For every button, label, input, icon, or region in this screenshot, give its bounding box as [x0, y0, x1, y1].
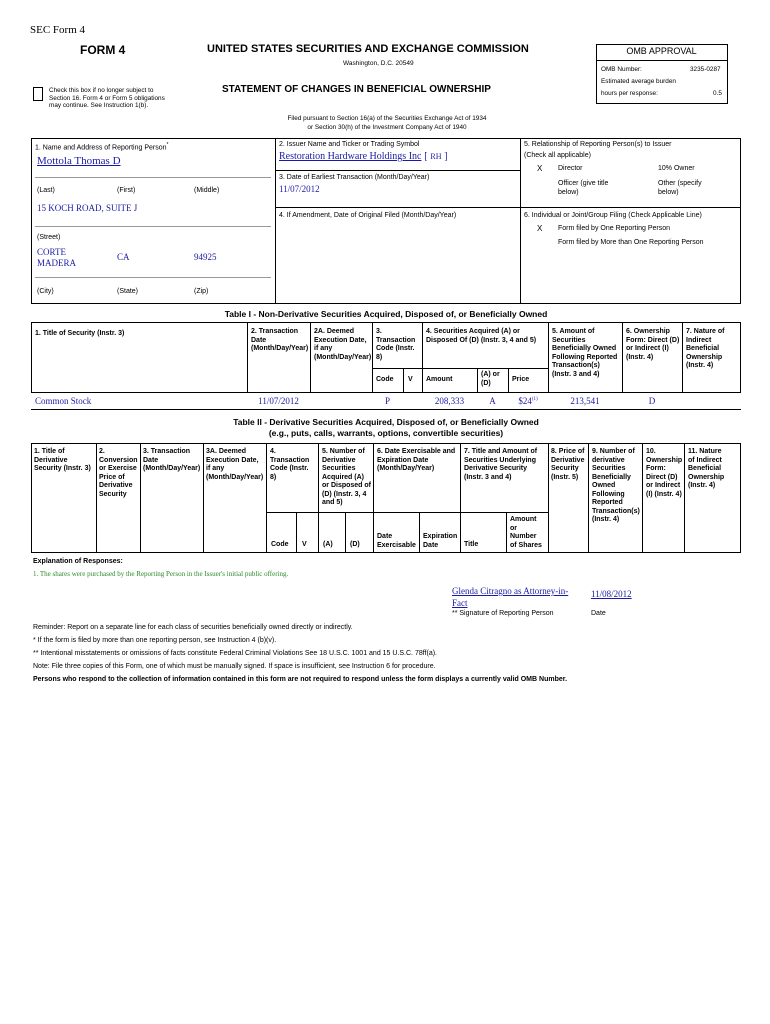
- box3-label: 3. Date of Earliest Transaction (Month/Day/Year): [279, 174, 430, 181]
- footnote-4: Persons who respond to the collection of information contained in this form are not required to respond unless the form displays a currently valid OMB Number.: [33, 676, 568, 683]
- reporting-person-name[interactable]: Mottola Thomas D: [37, 155, 121, 167]
- box1-label: 1. Name and Address of Reporting Person*: [35, 142, 169, 152]
- footnote-1: * If the form is filed by more than one reporting person, see Instruction 4 (b)(v).: [33, 637, 277, 644]
- t2-sub-amount: Amount or Number of Shares: [510, 516, 542, 549]
- issuer: Restoration Hardware Holdings Inc [ RH ]: [279, 151, 448, 162]
- table1-title: Table I - Non-Derivative Securities Acquired, Disposed of, or Beneficially Owned: [224, 309, 548, 319]
- t1-sub-aord: (A) or (D): [481, 371, 500, 387]
- t1-h3: 3. Transaction Code (Instr. 8): [376, 328, 416, 361]
- form-title: FORM 4: [80, 43, 126, 57]
- first-label: (First): [117, 187, 136, 194]
- omb-number-label: OMB Number:: [601, 66, 642, 73]
- one-person-label: Form filed by One Reporting Person: [558, 225, 671, 232]
- t1-row-date: 11/07/2012: [258, 396, 299, 406]
- earliest-transaction-date: 11/07/2012: [279, 184, 320, 194]
- t1-sub-code: Code: [376, 376, 394, 383]
- t1-h5: 5. Amount of Securities Beneficially Owned Following Reported Transaction(s) (Instr. 3 and 4): [552, 328, 618, 378]
- t2-h6: 6. Date Exercisable and Expiration Date (Month/Day/Year): [377, 448, 456, 472]
- box4-label: 4. If Amendment, Date of Original Filed (Month/Day/Year): [279, 212, 457, 219]
- signature-date-label: Date: [591, 610, 606, 617]
- filed-pursuant: Filed pursuant to Section 16(a) of the Securities Exchange Act of 1934 or Section 30(h) of the Investment Company Act of 1940: [287, 115, 487, 131]
- t2-h1: 1. Title of Derivative Security (Instr. 3): [34, 448, 91, 472]
- t2-sub-code: Code: [271, 541, 289, 548]
- t2-h4: 4. Transaction Code (Instr. 8): [270, 448, 310, 481]
- t2-sub-v: V: [302, 541, 307, 548]
- t1-h6: 6. Ownership Form: Direct (D) or Indirect (I) (Instr. 4): [626, 328, 680, 361]
- box2-label: 2. Issuer Name and Ticker or Trading Symbol: [279, 141, 420, 148]
- middle-label: (Middle): [194, 187, 220, 194]
- omb-hours-label: hours per response:: [601, 90, 658, 97]
- explanation-heading: Explanation of Responses:: [33, 558, 123, 565]
- t2-h2: 2. Conversion or Exercise Price of Derivative Security: [99, 448, 138, 498]
- zip-value: 94925: [194, 252, 217, 262]
- omb-number: 3235-0287: [690, 66, 721, 73]
- t2-h3a: 3A. Deemed Execution Date, if any (Month/Day/Year): [206, 448, 264, 481]
- t2-sub-title: Title: [464, 541, 479, 548]
- t1-sub-price: Price: [512, 376, 530, 383]
- city-value: CORTE MADERA: [37, 247, 77, 268]
- signature-label: ** Signature of Reporting Person: [452, 610, 554, 617]
- t1-row-owned: 213,541: [570, 396, 600, 406]
- t1-row-form: D: [648, 396, 656, 406]
- t1-sub-amount: Amount: [426, 376, 453, 383]
- t2-h10: 10. Ownership Form: Direct (D) or Indirect (I) (Instr. 4): [646, 448, 683, 498]
- zip-label: (Zip): [194, 288, 209, 295]
- street-label: (Street): [37, 234, 61, 241]
- commission-title: UNITED STATES SECURITIES AND EXCHANGE COMMISSION: [207, 43, 529, 55]
- box6-label: 6. Individual or Joint/Group Filing (Check Applicable Line): [524, 212, 702, 219]
- director-check[interactable]: X: [537, 164, 543, 173]
- other-label: Other (specify below): [658, 180, 702, 196]
- t2-h7: 7. Title and Amount of Securities Underlying Derivative Security (Instr. 3 and 4): [464, 448, 538, 481]
- t1-h7: 7. Nature of Indirect Beneficial Ownership (Instr. 4): [686, 328, 725, 369]
- t1-row-aord: A: [489, 396, 496, 406]
- t2-h3: 3. Transaction Date (Month/Day/Year): [143, 448, 201, 472]
- t2-h9: 9. Number of derivative Securities Beneficially Owned Following Reported Transaction(s) (Instr. 4): [592, 448, 640, 523]
- doc-label: SEC Form 4: [30, 24, 86, 36]
- signature-date: 11/08/2012: [591, 589, 632, 599]
- state-label: (State): [117, 288, 139, 295]
- ten-pct-owner-label: 10% Owner: [658, 165, 695, 172]
- t1-h1: 1. Title of Security (Instr. 3): [35, 330, 125, 337]
- t1-row-price: $24$^{(1)}$: [518, 396, 538, 406]
- commission-city: Washington, D.C. 20549: [343, 60, 414, 67]
- one-person-check[interactable]: X: [537, 224, 543, 233]
- reminder: Reminder: Report on a separate line for each class of securities beneficially owned directly or indirectly.: [33, 624, 353, 631]
- box5-label: 5. Relationship of Reporting Person(s) to Issuer: [524, 141, 672, 148]
- t2-h11: 11. Nature of Indirect Beneficial Ownership (Instr. 4): [688, 448, 725, 489]
- state-value: CA: [117, 252, 130, 262]
- t2-h5: 5. Number of Derivative Securities Acquired (A) or Disposed of (D) (Instr. 3, 4 and 5): [322, 448, 372, 506]
- t2-h8: 8. Price of Derivative Security (Instr. 5): [551, 448, 585, 481]
- more-person-label: Form filed by More than One Reporting Person: [558, 239, 704, 246]
- t2-sub-exp: Expiration Date: [423, 533, 458, 549]
- t1-h4: 4. Securities Acquired (A) or Disposed Of (D) (Instr. 3, 4 and 5): [426, 328, 537, 344]
- t1-h2: 2. Transaction Date (Month/Day/Year): [251, 328, 309, 352]
- t2-sub-a: (A): [323, 541, 333, 548]
- ticker: RH: [430, 152, 442, 161]
- checkbox-text: Check this box if no longer subject to Section 16. Form 4 or Form 5 obligations may continue. See Instruction 1(b).: [49, 87, 165, 109]
- t1-sub-v: V: [408, 376, 413, 383]
- issuer-name[interactable]: Restoration Hardware Holdings Inc: [279, 151, 422, 162]
- omb-title: OMB APPROVAL: [626, 46, 697, 56]
- t1-row-code: P: [384, 396, 390, 406]
- footnote-2: ** Intentional misstatements or omissions of facts constitute Federal Criminal Violations See 18 U.S.C. 1001 and 15 U.S.C. 78ff(a).: [33, 650, 437, 657]
- city-label: (City): [37, 288, 54, 295]
- t2-sub-date-ex: Date Exercisable: [377, 533, 416, 549]
- box5-sub: (Check all applicable): [524, 152, 591, 159]
- footnote-3: Note: File three copies of this Form, one of which must be manually signed. If space is insufficient, see Instruction 6 for procedure.: [33, 663, 436, 670]
- t1-row-title: Common Stock: [35, 396, 92, 406]
- omb-hours: 0.5: [713, 90, 722, 97]
- no-longer-subject-checkbox[interactable]: [33, 87, 43, 101]
- table2-title: Table II - Derivative Securities Acquired, Disposed of, or Beneficially Owned (e.g., puts, calls, warrants, options, convertible securities): [233, 417, 539, 438]
- t2-sub-d: (D): [350, 541, 360, 548]
- statement-title: STATEMENT OF CHANGES IN BENEFICIAL OWNERSHIP: [222, 84, 491, 95]
- t1-row-amount: 208,333: [434, 396, 465, 406]
- t1-h2a: 2A. Deemed Execution Date, if any (Month/Day/Year): [314, 328, 372, 361]
- omb-burden-label: Estimated average burden: [601, 78, 676, 85]
- explanation-item-1: 1. The shares were purchased by the Reporting Person in the Issuer's initial public offering.: [33, 570, 289, 578]
- officer-label: Officer (give title below): [558, 180, 609, 196]
- director-label: Director: [558, 165, 583, 172]
- street-value: 15 KOCH ROAD, SUITE J: [37, 203, 138, 213]
- signature-name[interactable]: Glenda Citragno as Attorney-in- Fact: [452, 586, 569, 608]
- last-label: (Last): [37, 187, 55, 194]
